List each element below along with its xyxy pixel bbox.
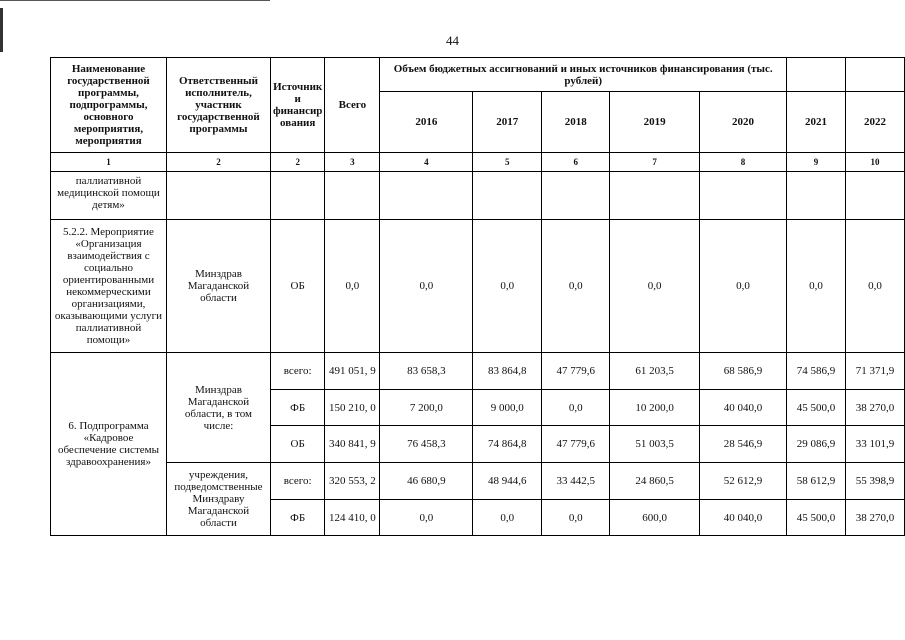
line-value: 40 040,0 — [700, 500, 787, 536]
line-value: 0,0 — [542, 500, 610, 536]
line-value: 29 086,9 — [787, 426, 846, 463]
column-number: 8 — [700, 153, 787, 172]
column-number: 2 — [270, 153, 324, 172]
column-number-row — [51, 153, 905, 172]
subprogram-executor-ministry: Минздрав Магаданской области, в том числе: — [166, 353, 270, 463]
line-value: 28 546,9 — [700, 426, 787, 463]
header-funding-group: Объем бюджетных ассигнований и иных источников финансирования (тыс. рублей) — [380, 58, 787, 92]
line-value: 38 270,0 — [845, 390, 904, 426]
line-value: 600,0 — [610, 500, 700, 536]
line-value: 9 000,0 — [473, 390, 542, 426]
funding-table — [50, 57, 905, 536]
line-source: ОБ — [270, 426, 324, 463]
column-number: 7 — [610, 153, 700, 172]
header-year-2017: 2017 — [473, 92, 542, 153]
measure-value: 0,0 — [610, 220, 700, 353]
line-value: 33 442,5 — [542, 463, 610, 500]
header-program-name: Наименование государственной программы, подпрограммы, основного мероприятия, мероприятия — [51, 58, 167, 153]
line-value: 0,0 — [380, 500, 473, 536]
line-source: ФБ — [270, 390, 324, 426]
line-value: 83 864,8 — [473, 353, 542, 390]
page-number: 44 — [446, 33, 459, 48]
line-value: 47 779,6 — [542, 426, 610, 463]
column-number: 1 — [51, 153, 167, 172]
line-value: 74 586,9 — [787, 353, 846, 390]
line-total: 340 841, 9 — [325, 426, 380, 463]
header-source: Источник и финансир ования — [270, 58, 324, 153]
continuation-name: паллиативной медицинской помощи детям» — [51, 172, 167, 220]
line-total: 124 410, 0 — [325, 500, 380, 536]
table-row — [51, 463, 905, 500]
line-value: 10 200,0 — [610, 390, 700, 426]
column-number: 5 — [473, 153, 542, 172]
column-number: 10 — [845, 153, 904, 172]
measure-value: 0,0 — [542, 220, 610, 353]
line-source: всего: — [270, 353, 324, 390]
subprogram-name: 6. Подпрограмма «Кадровое обеспечение системы здравоохранения» — [51, 353, 167, 536]
column-number: 9 — [787, 153, 846, 172]
line-source: всего: — [270, 463, 324, 500]
line-source: ФБ — [270, 500, 324, 536]
line-value: 47 779,6 — [542, 353, 610, 390]
line-total: 491 051, 9 — [325, 353, 380, 390]
line-value: 38 270,0 — [845, 500, 904, 536]
measure-value: 0,0 — [845, 220, 904, 353]
line-value: 48 944,6 — [473, 463, 542, 500]
header-year-2022: 2022 — [845, 92, 904, 153]
line-value: 0,0 — [542, 390, 610, 426]
line-value: 71 371,9 — [845, 353, 904, 390]
subprogram-executor-institutions: учреждения, подведомственные Минздраву Магаданской области — [166, 463, 270, 536]
header-year-2018: 2018 — [542, 92, 610, 153]
measure-value: 0,0 — [325, 220, 380, 353]
measure-value: 0,0 — [787, 220, 846, 353]
scan-edge-line — [0, 0, 270, 1]
table-row — [51, 172, 905, 220]
header-year-2020: 2020 — [700, 92, 787, 153]
line-value: 68 586,9 — [700, 353, 787, 390]
header-year-2016: 2016 — [380, 92, 473, 153]
measure-value: 0,0 — [700, 220, 787, 353]
header-total: Всего — [325, 58, 380, 153]
column-number: 6 — [542, 153, 610, 172]
line-value: 7 200,0 — [380, 390, 473, 426]
measure-value: 0,0 — [380, 220, 473, 353]
line-value: 0,0 — [473, 500, 542, 536]
header-year-2021: 2021 — [787, 92, 846, 153]
measure-executor: Минздрав Магаданской области — [166, 220, 270, 353]
line-value: 46 680,9 — [380, 463, 473, 500]
header-year-2019: 2019 — [610, 92, 700, 153]
line-value: 61 203,5 — [610, 353, 700, 390]
measure-value: 0,0 — [473, 220, 542, 353]
column-number: 4 — [380, 153, 473, 172]
measure-name: 5.2.2. Мероприятие «Организация взаимодействия с социально ориентированными некоммерческими организациями, оказывающими услуги паллиативной помощи» — [51, 220, 167, 353]
header-blank-2022 — [845, 58, 904, 92]
line-value: 24 860,5 — [610, 463, 700, 500]
header-executor: Ответственный исполнитель, участник государственной программы — [166, 58, 270, 153]
line-value: 58 612,9 — [787, 463, 846, 500]
line-total: 320 553, 2 — [325, 463, 380, 500]
table-row — [51, 220, 905, 353]
line-value: 45 500,0 — [787, 500, 846, 536]
measure-source: ОБ — [270, 220, 324, 353]
line-value: 40 040,0 — [700, 390, 787, 426]
line-value: 55 398,9 — [845, 463, 904, 500]
line-value: 45 500,0 — [787, 390, 846, 426]
line-value: 74 864,8 — [473, 426, 542, 463]
column-number: 2 — [166, 153, 270, 172]
line-value: 52 612,9 — [700, 463, 787, 500]
line-value: 51 003,5 — [610, 426, 700, 463]
table-row — [51, 353, 905, 390]
line-total: 150 210, 0 — [325, 390, 380, 426]
header-blank-2021 — [787, 58, 846, 92]
line-value: 83 658,3 — [380, 353, 473, 390]
column-number: 3 — [325, 153, 380, 172]
line-value: 33 101,9 — [845, 426, 904, 463]
line-value: 76 458,3 — [380, 426, 473, 463]
